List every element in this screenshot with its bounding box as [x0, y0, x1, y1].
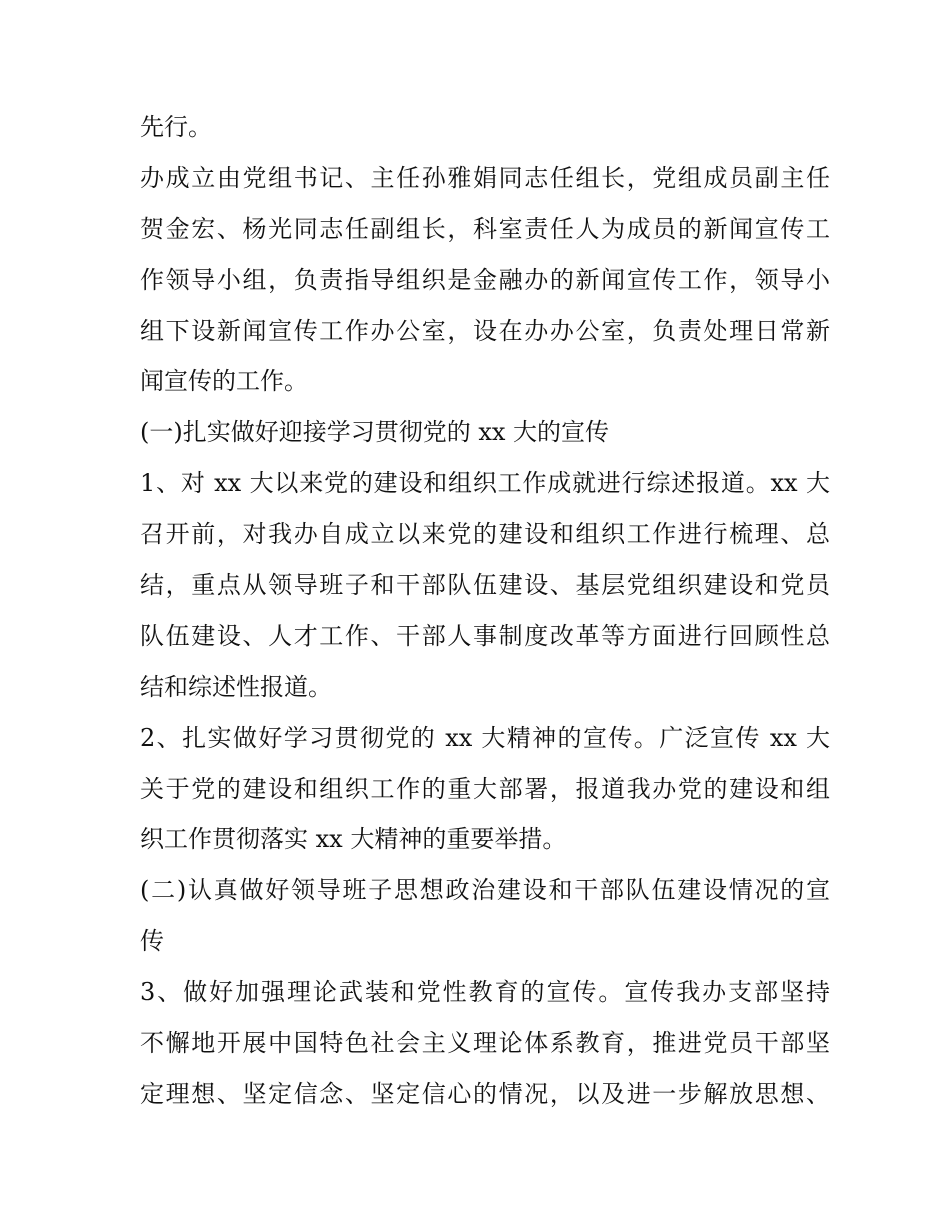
text-line: 3、做好加强理论武装和党性教育的宣传。宣传我办支部坚持	[140, 978, 830, 1007]
text-line: 结，重点从领导班子和干部队伍建设、基层党组织建设和党员	[140, 571, 830, 600]
text-line: 结和综述性报道。	[140, 672, 332, 701]
section-heading: (一)扎实做好迎接学习贯彻党的 xx 大的宣传	[140, 418, 610, 447]
text-line: 作领导小组，负责指导组织是金融办的新闻宣传工作，领导小	[140, 265, 830, 294]
text-line: 1、对 xx 大以来党的建设和组织工作成就进行综述报道。xx 大	[140, 469, 830, 498]
text-line: 队伍建设、人才工作、干部人事制度改革等方面进行回顾性总	[140, 621, 830, 650]
section-heading-continuation: 传	[140, 927, 164, 956]
text-line: 定理想、坚定信念、坚定信心的情况，以及进一步解放思想、	[140, 1079, 830, 1108]
text-line: 组下设新闻宣传工作办公室，设在办办公室，负责处理日常新	[140, 316, 830, 345]
text-line: 织工作贯彻落实 xx 大精神的重要举措。	[140, 825, 567, 854]
text-line: 不懈地开展中国特色社会主义理论体系教育，推进党员干部坚	[140, 1029, 830, 1058]
text-line: 闻宣传的工作。	[140, 367, 308, 396]
text-line: 先行。	[140, 113, 212, 141]
text-line: 召开前，对我办自成立以来党的建设和组织工作进行梳理、总	[140, 520, 830, 549]
document-body	[140, 102, 830, 1120]
text-line: 贺金宏、杨光同志任副组长，科室责任人为成员的新闻宣传工	[140, 214, 830, 243]
text-line: 关于党的建设和组织工作的重大部署，报道我办党的建设和组	[140, 774, 830, 803]
text-line: 2、扎实做好学习贯彻党的 xx 大精神的宣传。广泛宣传 xx 大	[140, 723, 830, 752]
text-line: 办成立由党组书记、主任孙雅娟同志任组长，党组成员副主任	[140, 163, 830, 192]
section-heading: (二)认真做好领导班子思想政治建设和干部队伍建设情况的宣	[140, 876, 830, 905]
